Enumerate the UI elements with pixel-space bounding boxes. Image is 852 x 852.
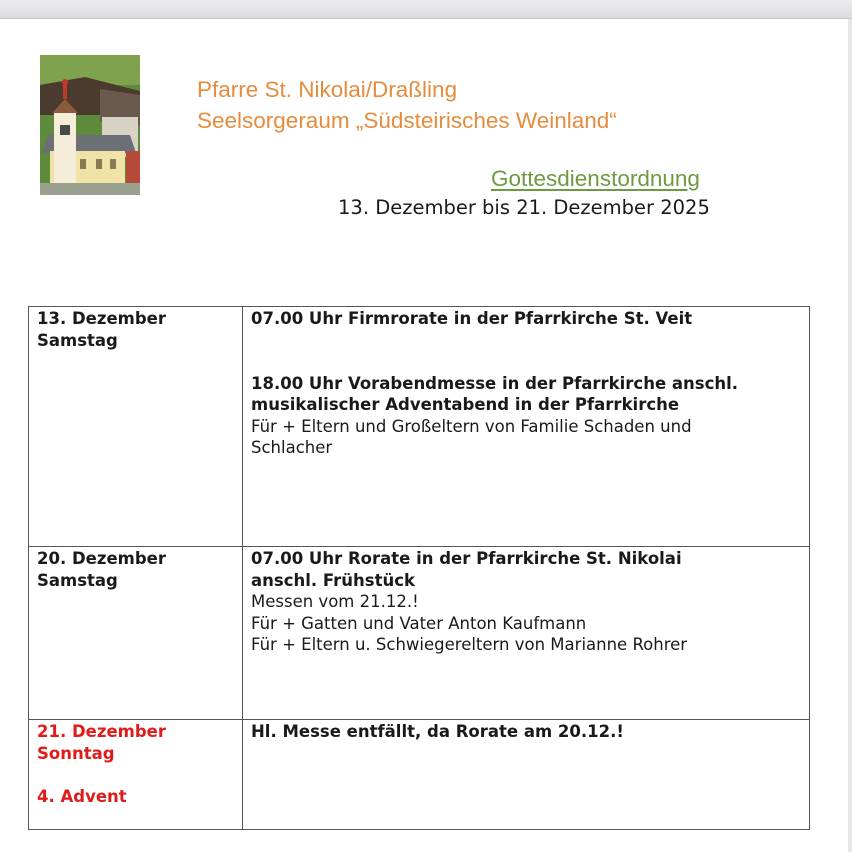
event-title: musikalischer Adventabend in der Pfarrkirche (251, 395, 680, 414)
event-title: 07.00 Uhr Rorate in der Pfarrkirche St. Nikolai (251, 549, 682, 568)
events-cell (243, 547, 810, 720)
date-cell (29, 307, 243, 547)
mass-intention: Für + Eltern u. Schwiegereltern von Marianne Rohrer (251, 635, 688, 654)
date-cell (29, 547, 243, 720)
mass-intention: Für + Gatten und Vater Anton Kaufmann (251, 613, 587, 633)
weekday-label: Sonntag (37, 743, 115, 763)
liturgical-day-label: 4. Advent (37, 786, 127, 806)
mass-intention: Schlacher (251, 438, 333, 457)
event-title: 18.00 Uhr Vorabendmesse in der Pfarrkirche anschl. (251, 373, 739, 393)
date-range: 13. Dezember bis 21. Dezember 2025 (338, 196, 710, 219)
parish-name: Pfarre St. Nikolai/Draßling (197, 77, 458, 102)
table-row (29, 547, 810, 720)
weekday-label: Samstag (37, 330, 118, 350)
date-label: 13. Dezember (37, 309, 166, 328)
date-label: 21. Dezember (37, 722, 166, 741)
mass-intention: Für + Eltern und Großeltern von Familie Schaden und (251, 416, 692, 436)
pastoral-area: Seelsorgeraum „Südsteirisches Weinland“ (197, 108, 617, 133)
viewer-top-bar (0, 0, 852, 19)
event-title: anschl. Frühstück (251, 570, 415, 590)
date-cell (29, 720, 243, 830)
events-cell (243, 307, 810, 547)
parish-header (197, 74, 617, 136)
table-row (29, 720, 810, 830)
page-title: Gottesdienstordnung (491, 166, 700, 191)
event-title: 07.00 Uhr Firmrorate in der Pfarrkirche St. Veit (251, 309, 693, 328)
document-page (0, 19, 848, 852)
church-photo (40, 55, 140, 195)
date-label: 20. Dezember (37, 549, 166, 568)
service-schedule-table (28, 306, 810, 830)
event-title: Hl. Messe entfällt, da Rorate am 20.12.! (251, 722, 624, 741)
events-cell (243, 720, 810, 830)
weekday-label: Samstag (37, 570, 118, 590)
table-row (29, 307, 810, 547)
event-note: Messen vom 21.12.! (251, 592, 419, 611)
